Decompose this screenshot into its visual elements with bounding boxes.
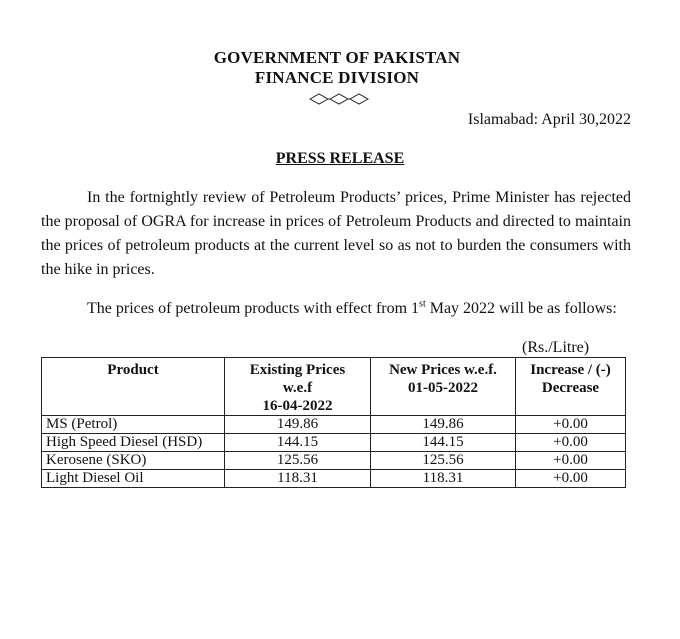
cell-product: MS (Petrol) xyxy=(42,416,225,434)
paragraph-prices-intro xyxy=(41,297,631,321)
unit-label: (Rs./Litre) xyxy=(522,339,590,356)
header-existing-l3: 16-04-2022 xyxy=(262,398,333,414)
cell-existing: 144.15 xyxy=(225,434,371,452)
cell-change: +0.00 xyxy=(516,452,626,470)
header-product-label: Product xyxy=(107,362,159,378)
cell-existing: 118.31 xyxy=(225,470,371,488)
ornament-divider-icon xyxy=(308,92,372,106)
table-row xyxy=(42,416,626,434)
cell-new: 118.31 xyxy=(371,470,516,488)
header-change xyxy=(516,358,626,416)
table-row xyxy=(42,470,626,488)
header-change-l2: Decrease xyxy=(541,380,600,396)
header-existing-l1: Existing Prices xyxy=(249,362,346,378)
header-government: GOVERNMENT OF PAKISTAN xyxy=(213,48,461,67)
header-product xyxy=(42,358,225,416)
header-existing xyxy=(225,358,371,416)
prices-table xyxy=(41,357,626,488)
header-new-l2: 01-05-2022 xyxy=(408,380,478,396)
paragraph-prices-text: The prices of petroleum products with effect from 1 xyxy=(87,300,420,317)
cell-new: 125.56 xyxy=(371,452,516,470)
table-header-row xyxy=(42,358,626,416)
cell-product: High Speed Diesel (HSD) xyxy=(42,434,225,452)
header-new xyxy=(371,358,516,416)
cell-change: +0.00 xyxy=(516,434,626,452)
date-line: Islamabad: April 30,2022 xyxy=(467,111,631,128)
header-existing-l2: w.e.f xyxy=(282,380,313,396)
cell-product: Kerosene (SKO) xyxy=(42,452,225,470)
page-title: PRESS RELEASE xyxy=(275,150,405,167)
cell-new: 149.86 xyxy=(371,416,516,434)
table-row xyxy=(42,434,626,452)
cell-change: +0.00 xyxy=(516,470,626,488)
header-new-l1: New Prices w.e.f. xyxy=(389,362,497,378)
cell-existing: 125.56 xyxy=(225,452,371,470)
header-change-l1: Increase / (-) xyxy=(530,362,611,378)
cell-existing: 149.86 xyxy=(225,416,371,434)
cell-product: Light Diesel Oil xyxy=(42,470,225,488)
table-row xyxy=(42,452,626,470)
cell-new: 144.15 xyxy=(371,434,516,452)
cell-change: +0.00 xyxy=(516,416,626,434)
paragraph-review: In the fortnightly review of Petroleum Products’ prices, Prime Minister has rejected the proposal of OGRA for increase in prices of Petroleum Products and directed to maintain the prices of petroleum products at the current level so as not to burden the consumers with the hike in prices. xyxy=(41,189,631,278)
ordinal-suffix: st xyxy=(419,298,426,310)
paragraph-prices-text-end: May 2022 will be as follows: xyxy=(425,300,617,317)
header-division: FINANCE DIVISION xyxy=(254,68,420,87)
